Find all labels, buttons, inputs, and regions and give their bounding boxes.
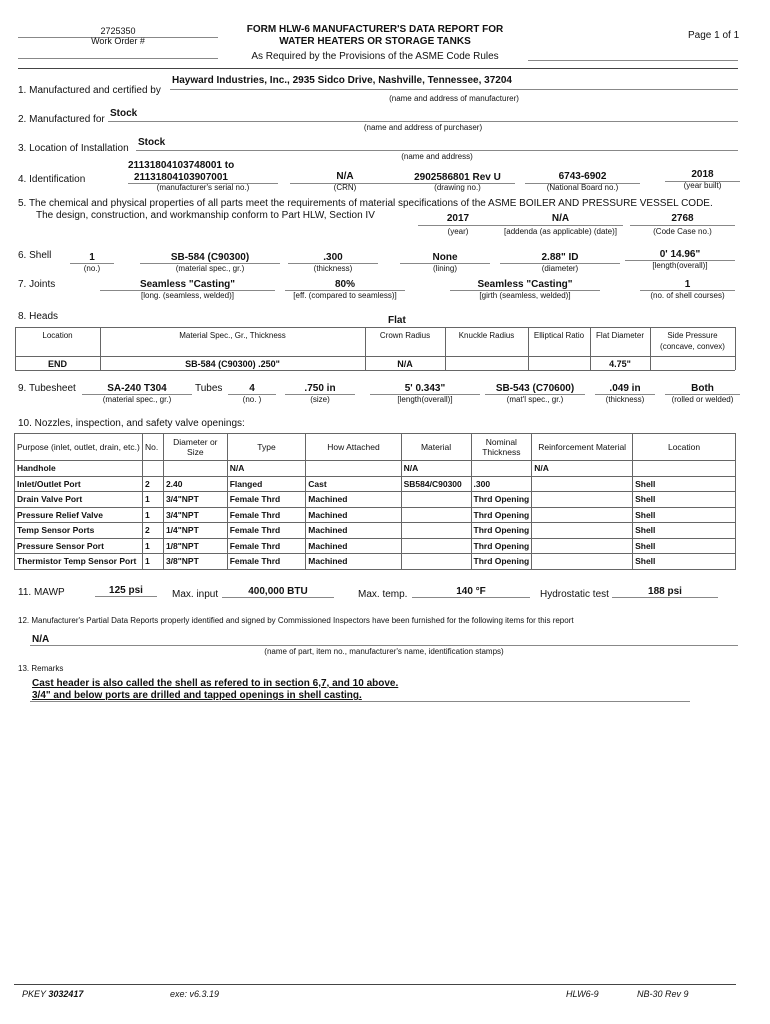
s8-hdr-knuckle: Knuckle Radius — [458, 331, 515, 340]
s6-lining: None — [432, 252, 458, 263]
work-order-label: Work Order # — [91, 36, 145, 46]
s13-remark-line2: 3/4" and below ports are drilled and tapped openings in shell casting. — [32, 690, 362, 701]
s4-national-board: 6743-6902 — [558, 171, 607, 182]
nozzle-no: 1 — [142, 492, 163, 508]
nozzle-thickness: Thrd Opening — [471, 538, 532, 554]
s5-code-case-caption: (Code Case no.) — [653, 227, 712, 236]
nozzle-thickness: Thrd Opening — [471, 523, 532, 539]
nozzle-reinforcement — [532, 507, 633, 523]
nozzles-hdr-purpose: Purpose (inlet, outlet, drain, etc.) — [15, 434, 143, 461]
footer-pkey-label: PKEY — [22, 989, 46, 999]
nozzle-no: 1 — [142, 538, 163, 554]
nozzles-hdr-thickness-1: Nominal — [485, 437, 517, 447]
nozzle-thickness: Thrd Opening — [471, 554, 532, 570]
s8-row-material: SB-584 (C90300) .250" — [185, 359, 280, 369]
table-row — [15, 461, 736, 477]
s9-rolled-caption: (rolled or welded) — [671, 395, 734, 404]
s8-row-location: END — [47, 359, 67, 369]
s11-max-input: 400,000 BTU — [248, 586, 308, 597]
nozzle-type: Female Thrd — [227, 492, 306, 508]
nozzle-size: 1/8"NPT — [163, 538, 227, 554]
s2-purchaser: Stock — [110, 108, 138, 119]
nozzle-reinforcement — [532, 492, 633, 508]
nozzle-no: 1 — [142, 507, 163, 523]
nozzle-attached: Machined — [306, 507, 401, 523]
s9-tubes: 4 — [249, 383, 255, 394]
s1-caption: (name and address of manufacturer) — [389, 94, 519, 103]
nozzle-location: Shell — [633, 507, 736, 523]
s5-addenda: N/A — [551, 213, 570, 224]
s11-temp-label: Max. temp. — [358, 589, 408, 600]
nozzle-material: N/A — [401, 461, 471, 477]
s7-long: Seamless "Casting" — [139, 279, 236, 290]
nozzle-purpose: Handhole — [15, 461, 143, 477]
nozzles-hdr-material: Material — [401, 434, 471, 461]
s4-serial-line2: 21131804103907001 — [134, 172, 228, 183]
s11-mawp: 125 psi — [109, 585, 143, 596]
s9-size-caption: (size) — [310, 395, 330, 404]
footer-pkey — [22, 989, 83, 999]
s8-hdr-crown: Crown Radius — [379, 331, 431, 340]
s9-thickness-caption: (thickness) — [605, 395, 645, 404]
nozzle-attached: Machined — [306, 538, 401, 554]
s6-diameter: 2.88" ID — [541, 252, 579, 263]
nozzle-type: Female Thrd — [227, 554, 306, 570]
s4-drawing-caption: (drawing no.) — [434, 183, 481, 192]
nozzles-hdr-thickness-2: Thickness — [482, 447, 521, 457]
s12-value: N/A — [32, 634, 50, 645]
nozzle-attached: Cast — [306, 476, 401, 492]
footer-pkey-value: 3032417 — [48, 989, 84, 999]
nozzles-hdr-thickness — [471, 434, 532, 461]
s7-long-caption: [long. (seamless, welded)] — [141, 291, 234, 300]
s9-tube-material: SB-543 (C70600) — [495, 383, 575, 394]
s6-length-caption: [length(overall)] — [652, 261, 708, 270]
s11-label: 11. MAWP — [18, 587, 65, 598]
s6-thickness-caption: (thickness) — [313, 264, 353, 273]
s6-lining-caption: (lining) — [432, 264, 457, 273]
s8-hdr-flat-diameter: Flat Diameter — [595, 331, 644, 340]
nozzle-size: 3/4"NPT — [163, 507, 227, 523]
nozzles-hdr-diameter-1: Diameter or — [173, 437, 218, 447]
s7-efficiency: 80% — [334, 279, 355, 290]
s5-text1: 5. The chemical and physical properties of all parts meet the requirements of material specifications of the ASME BOILER AND PRESSURE VESSEL CODE. — [18, 198, 713, 209]
form-title-line1: FORM HLW-6 MANUFACTURER'S DATA REPORT FOR — [246, 24, 504, 35]
s3-location: Stock — [138, 137, 166, 148]
nozzle-no: 2 — [142, 523, 163, 539]
nozzle-reinforcement — [532, 554, 633, 570]
nozzle-reinforcement — [532, 538, 633, 554]
s5-code-case: 2768 — [671, 213, 694, 224]
nozzle-purpose: Thermistor Temp Sensor Port — [15, 554, 143, 570]
s10-label: 10. Nozzles, inspection, and safety valve openings: — [18, 418, 245, 429]
nozzle-no: 1 — [142, 554, 163, 570]
s9-tubes-caption: (no. ) — [242, 395, 262, 404]
s4-serial-line1: 21131804103748001 to — [128, 160, 235, 171]
nozzle-type: Female Thrd — [227, 507, 306, 523]
nozzle-purpose: Inlet/Outlet Port — [15, 476, 143, 492]
s3-label: 3. Location of Installation — [18, 143, 129, 154]
s7-courses: 1 — [684, 279, 691, 290]
nozzle-material — [401, 554, 471, 570]
table-row — [15, 476, 736, 492]
nozzles-hdr-diameter — [163, 434, 227, 461]
form-title-line2: WATER HEATERS OR STORAGE TANKS — [279, 36, 471, 47]
nozzle-type: Flanged — [227, 476, 306, 492]
s5-year: 2017 — [446, 213, 470, 224]
nozzle-location — [633, 461, 736, 477]
s8-label: 8. Heads — [18, 311, 59, 322]
nozzle-purpose: Pressure Relief Valve — [15, 507, 143, 523]
s11-hydro-label: Hydrostatic test — [540, 589, 609, 600]
s4-year-caption: (year built) — [683, 181, 722, 190]
s7-girth: Seamless "Casting" — [477, 279, 573, 290]
nozzles-hdr-attached: How Attached — [306, 434, 401, 461]
s4-label: 4. Identification — [18, 174, 86, 185]
s4-year-built: 2018 — [691, 169, 714, 180]
nozzle-type: N/A — [227, 461, 306, 477]
nozzles-hdr-diameter-2: Size — [187, 447, 204, 457]
s8-row-crown: N/A — [397, 359, 413, 369]
nozzles-header-row — [15, 434, 736, 461]
s6-no: 1 — [89, 252, 95, 263]
nozzle-purpose: Drain Valve Port — [15, 492, 143, 508]
s3-caption: (name and address) — [401, 152, 473, 161]
s9-rolled: Both — [691, 383, 714, 394]
s12-caption: (name of part, item no., manufacturer's name, identification stamps) — [264, 647, 504, 656]
s4-drawing: 2902586801 Rev U — [414, 172, 501, 183]
nozzle-purpose: Temp Sensor Ports — [15, 523, 143, 539]
s6-label: 6. Shell — [18, 250, 52, 261]
s7-courses-caption: (no. of shell courses) — [650, 291, 725, 300]
s9-tubes-label: Tubes — [195, 383, 223, 394]
s7-eff-caption: [eff. (compared to seamless)] — [293, 291, 397, 300]
s6-material: SB-584 (C90300) — [170, 252, 250, 263]
s6-material-caption: (material spec., gr.) — [175, 264, 245, 273]
s9-thickness: .049 in — [609, 383, 641, 394]
s8-hdr-side-pressure-2: (concave, convex) — [660, 342, 725, 351]
nozzle-location: Shell — [633, 538, 736, 554]
s4-crn: N/A — [336, 171, 354, 182]
table-row — [15, 523, 736, 539]
table-row — [15, 492, 736, 508]
nozzles-hdr-reinforcement: Reinforcement Material — [532, 434, 633, 461]
work-order-number: 2725350 — [100, 26, 136, 36]
nozzle-purpose: Pressure Sensor Port — [15, 538, 143, 554]
nozzle-no: 2 — [142, 476, 163, 492]
nozzle-reinforcement — [532, 523, 633, 539]
s2-label: 2. Manufactured for — [18, 114, 105, 125]
s9-tube-material-caption: (mat'l spec., gr.) — [506, 395, 564, 404]
nozzle-attached — [306, 461, 401, 477]
s8-hdr-elliptical: Elliptical Ratio — [533, 331, 585, 340]
s8-row-flat-diameter: 4.75" — [609, 359, 631, 369]
nozzle-attached: Machined — [306, 492, 401, 508]
s8-head-type: Flat — [388, 315, 406, 326]
s8-hdr-side-pressure: Side Pressure — [667, 331, 718, 340]
s6-diameter-caption: (diameter) — [541, 264, 579, 273]
nozzle-location: Shell — [633, 492, 736, 508]
nozzle-thickness — [471, 461, 532, 477]
nozzle-attached: Machined — [306, 554, 401, 570]
nozzles-hdr-type: Type — [227, 434, 306, 461]
s9-size: .750 in — [304, 383, 336, 394]
nozzle-reinforcement: N/A — [532, 461, 633, 477]
s9-length: 5' 0.343" — [404, 383, 446, 394]
s4-nb-caption: (National Board no.) — [546, 183, 619, 192]
table-row — [15, 554, 736, 570]
s6-length: 0' 14.96" — [659, 249, 701, 260]
nozzle-material — [401, 507, 471, 523]
nozzle-size — [163, 461, 227, 477]
s8-hdr-location: Location — [42, 331, 73, 340]
page-number: Page 1 of 1 — [688, 30, 740, 41]
s11-input-label: Max. input — [172, 589, 219, 600]
s9-material-caption: (material spec., gr.) — [102, 395, 172, 404]
nozzles-table — [14, 433, 736, 570]
s12-label: 12. Manufacturer's Partial Data Reports properly identified and signed by Commissioned Inspectors have been furnished for the following items for this report — [18, 616, 574, 625]
footer-revision: NB-30 Rev 9 — [637, 989, 689, 999]
s7-label: 7. Joints — [18, 279, 56, 290]
s13-remark-line1: Cast header is also called the shell as refered to in section 6,7, and 10 above. — [32, 678, 399, 689]
footer-form-id: HLW6-9 — [566, 989, 599, 999]
table-row — [15, 507, 736, 523]
s13-label: 13. Remarks — [18, 664, 64, 673]
nozzle-location: Shell — [633, 554, 736, 570]
s1-manufacturer: Hayward Industries, Inc., 2935 Sidco Drive, Nashville, Tennessee, 37204 — [172, 75, 512, 86]
nozzle-reinforcement — [532, 476, 633, 492]
nozzle-material — [401, 538, 471, 554]
s5-text2: The design, construction, and workmanship conform to Part HLW, Section IV — [36, 210, 375, 221]
nozzle-material: SB584/C90300 — [401, 476, 471, 492]
s9-label: 9. Tubesheet — [18, 383, 76, 394]
s5-year-caption: (year) — [447, 227, 469, 236]
nozzle-material — [401, 523, 471, 539]
nozzle-material — [401, 492, 471, 508]
nozzle-size: 2.40 — [163, 476, 227, 492]
nozzle-size: 1/4"NPT — [163, 523, 227, 539]
s4-crn-caption: (CRN) — [333, 183, 357, 192]
s11-max-temp: 140 °F — [456, 586, 486, 597]
s4-serial-caption: (manufacturer's serial no.) — [156, 183, 250, 192]
s7-girth-caption: [girth (seamless, welded)] — [479, 291, 571, 300]
s2-caption: (name and address of purchaser) — [363, 123, 483, 132]
s8-hdr-material: Material Spec., Gr., Thickness — [179, 331, 286, 340]
nozzle-thickness: Thrd Opening — [471, 492, 532, 508]
nozzles-hdr-no: No. — [142, 434, 163, 461]
nozzle-attached: Machined — [306, 523, 401, 539]
nozzle-thickness: .300 — [471, 476, 532, 492]
s9-length-caption: [length(overall)] — [397, 395, 453, 404]
s5-addenda-caption: [addenda (as applicable) (date)] — [504, 227, 617, 236]
nozzle-location: Shell — [633, 476, 736, 492]
footer-exe-version: exe: v6.3.19 — [170, 989, 220, 999]
nozzle-type: Female Thrd — [227, 523, 306, 539]
nozzle-thickness: Thrd Opening — [471, 507, 532, 523]
nozzle-type: Female Thrd — [227, 538, 306, 554]
nozzle-location: Shell — [633, 523, 736, 539]
nozzle-size: 3/4"NPT — [163, 492, 227, 508]
s1-label: 1. Manufactured and certified by — [18, 85, 161, 96]
nozzles-hdr-location: Location — [633, 434, 736, 461]
table-row — [15, 538, 736, 554]
nozzle-size: 3/8"NPT — [163, 554, 227, 570]
s11-hydrostatic: 188 psi — [648, 586, 682, 597]
nozzle-no — [142, 461, 163, 477]
form-subtitle: As Required by the Provisions of the ASME Code Rules — [251, 51, 499, 62]
s6-thickness: .300 — [323, 252, 343, 263]
s6-no-caption: (no.) — [83, 264, 101, 273]
s9-material: SA-240 T304 — [107, 383, 167, 394]
